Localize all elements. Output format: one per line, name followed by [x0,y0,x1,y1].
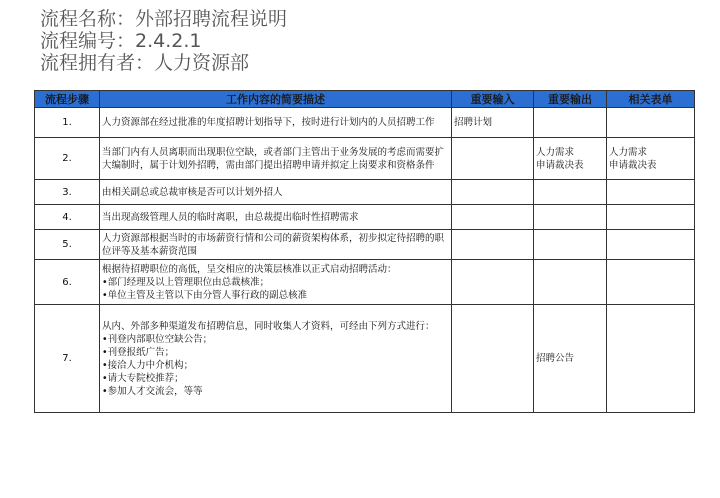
output-cell [534,230,607,260]
description-cell [100,230,452,260]
table-row [35,138,695,180]
step-cell: 3. [35,180,100,205]
form-line: 申请裁决表 [609,159,657,171]
step-cell: 6. [35,260,100,305]
description-line: 根据待招聘职位的高低，呈交相应的决策层核准以正式启动招聘活动： [102,263,397,275]
process-table [34,90,695,413]
description-cell [100,305,452,413]
step-cell: 4. [35,205,100,230]
process-name-value: 外部招聘流程说明 [135,8,288,30]
input-cell: 招聘计划 [452,108,534,138]
description-line: 由相关副总或总裁审核是否可以计划外招人 [102,186,283,198]
output-cell [534,108,607,138]
form-cell [607,260,695,305]
table-body [35,108,695,413]
form-line: 人力需求 [609,146,648,158]
table-row [35,230,695,260]
form-cell [607,305,695,413]
process-name-line [40,8,287,30]
description-cell [100,205,452,230]
description-line: 当部门内有人员离职而出现职位空缺，或者部门主管出于业务发展的考虑而需要扩大编制时，属于计划外招聘，需由部门提出招聘申请并拟定上岗要求和资格条件 [102,146,445,171]
description-line: 当出现高级管理人员的临时离职，由总裁提出临时性招聘需求 [102,211,359,223]
table-row [35,305,695,413]
input-cell [452,230,534,260]
output-cell [534,260,607,305]
description-line: •单位主管及主管以下由分管人事行政的副总核准 [102,289,308,301]
table-row [35,205,695,230]
description-line: 从内、外部多种渠道发布招聘信息，同时收集人才资料，可经由下列方式进行： [102,320,435,332]
description-cell [100,180,452,205]
process-number-label: 流程编号： [40,30,136,52]
description-cell [100,138,452,180]
process-owner-value: 人力资源部 [154,52,250,74]
col-header-description: 工作内容的简要描述 [100,91,452,108]
description-line: •请大专院校推荐； [102,372,184,384]
process-owner-line [40,52,287,74]
description-cell [100,108,452,138]
document-header [40,8,287,74]
col-header-form: 相关表单 [607,91,695,108]
table-row [35,260,695,305]
form-cell [607,205,695,230]
process-number-line [40,30,287,52]
process-number-value: 2.4.2.1 [135,30,202,52]
process-owner-label: 流程拥有者： [40,52,155,74]
output-cell [534,180,607,205]
col-header-step: 流程步骤 [35,91,100,108]
col-header-output: 重要输出 [534,91,607,108]
input-cell [452,180,534,205]
description-cell [100,260,452,305]
form-cell [607,138,695,180]
col-header-input: 重要输入 [452,91,534,108]
step-cell: 7. [35,305,100,413]
table-header [35,91,695,108]
description-line: •刊登内部职位空缺公告； [102,333,213,345]
output-cell [534,138,607,180]
form-cell [607,108,695,138]
step-cell: 5. [35,230,100,260]
table-row [35,108,695,138]
input-cell [452,138,534,180]
header-row [35,91,695,108]
form-cell [607,180,695,205]
description-line: •部门经理及以上管理职位由总裁核准； [102,276,270,288]
output-cell [534,205,607,230]
output-cell [534,305,607,413]
output-line: 人力需求 [536,146,575,158]
step-cell: 1. [35,108,100,138]
input-cell [452,305,534,413]
table-row [35,180,695,205]
output-line: 申请裁决表 [536,159,584,171]
description-line: •刊登报纸广告； [102,346,175,358]
input-cell [452,205,534,230]
output-line: 招聘公告 [536,353,575,364]
process-name-label: 流程名称： [40,8,136,30]
description-line: 人力资源部在经过批准的年度招聘计划指导下，按时进行计划内的人员招聘工作 [102,117,435,128]
input-cell [452,260,534,305]
description-line: •参加人才交流会，等等 [102,385,203,397]
description-line: 人力资源部根据当时的市场薪资行情和公司的薪资架构体系，初步拟定待招聘的职位评等及基本薪资范围 [102,232,445,257]
form-cell [607,230,695,260]
step-cell: 2. [35,138,100,180]
description-line: •接洽人力中介机构； [102,359,194,371]
